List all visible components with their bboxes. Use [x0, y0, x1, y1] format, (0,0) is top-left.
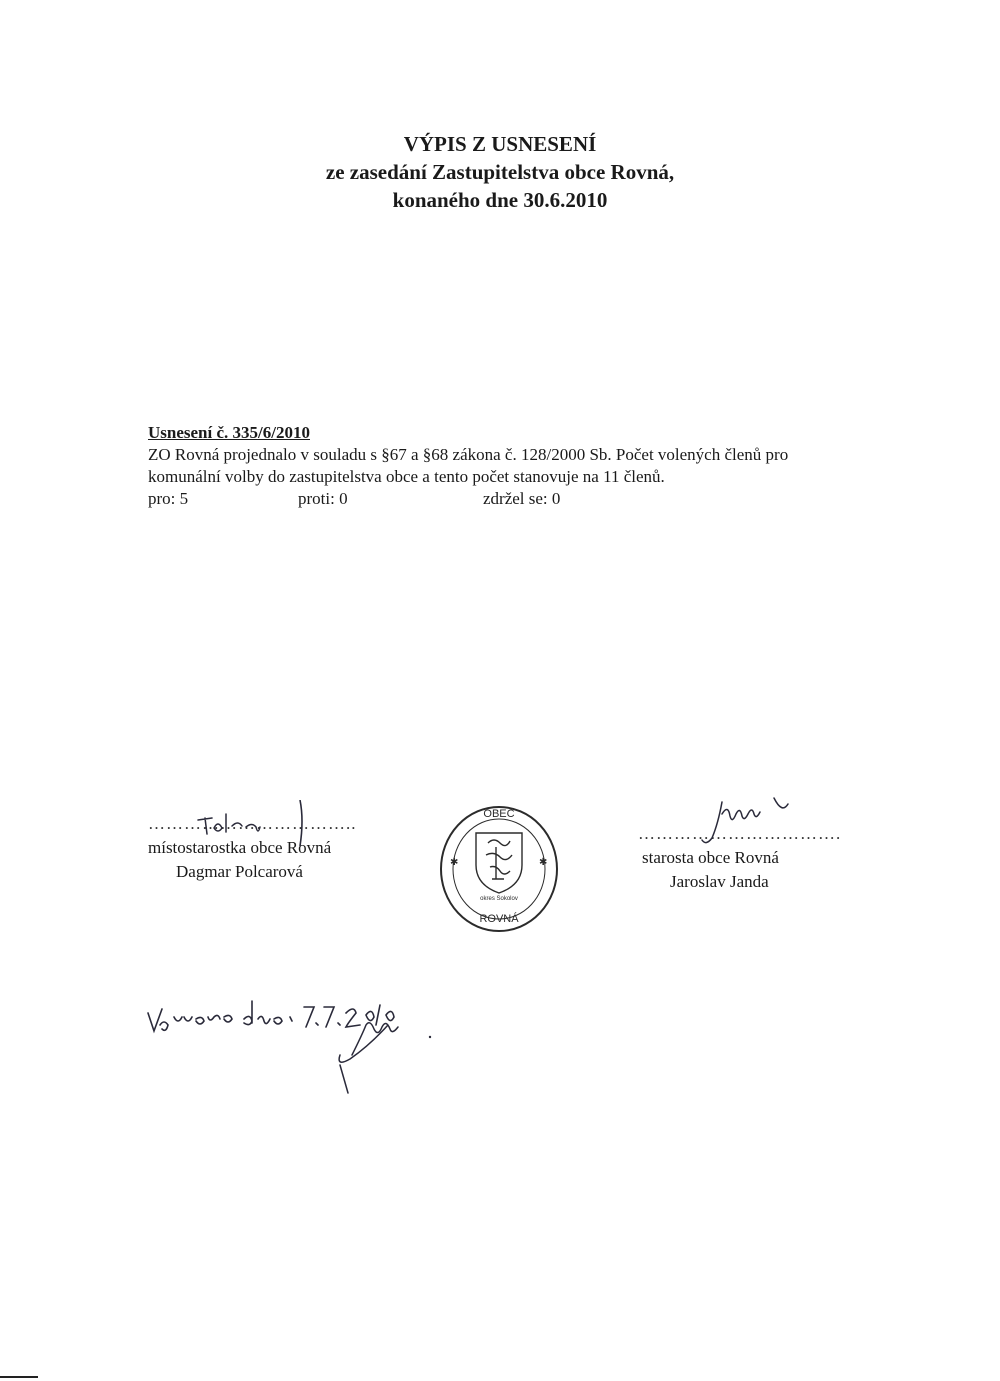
scan-edge-mark: [0, 1376, 38, 1378]
title-line-3: konaného dne 30.6.2010: [392, 188, 608, 212]
stamp-top-text: OBEC: [483, 808, 515, 820]
handwritten-posting-note: [140, 995, 460, 1105]
signature-mayor: [638, 822, 868, 894]
signature-role-left: místostarostka obce Rovná: [148, 838, 332, 857]
resolution-text-line-2: komunální volby do zastupitelstva obce a tento počet stanovuje na 11 členů.: [148, 467, 665, 486]
signature-scribble-left: [188, 800, 338, 850]
resolution-block: [148, 422, 908, 510]
vote-against: proti: 0: [298, 489, 348, 508]
signature-line-right: …………………………….: [638, 824, 842, 843]
signature-role-right: starosta obce Rovná: [642, 848, 779, 867]
signature-line-left: ……………………………..: [148, 814, 357, 833]
vote-abstain: zdržel se: 0: [483, 489, 561, 508]
stamp-star-right-icon: ✱: [539, 857, 548, 868]
resolution-heading: Usnesení č. 335/6/2010: [148, 423, 310, 442]
stamp-middle-text: okres Sokolov: [480, 896, 518, 902]
signature-deputy-mayor: [148, 812, 398, 884]
coat-of-arms-icon: [476, 833, 522, 893]
signature-scribble-right: [678, 794, 818, 854]
stamp-bottom-text: ROVNÁ: [479, 913, 519, 925]
signature-name-left: Dagmar Polcarová: [176, 862, 303, 881]
document-title: [0, 130, 1000, 214]
resolution-text-line-1: ZO Rovná projednalo v souladu s §67 a §68 zákona č. 128/2000 Sb. Počet volených členů pro: [148, 445, 789, 464]
vote-results: [148, 488, 908, 510]
signature-name-right: Jaroslav Janda: [670, 872, 769, 891]
title-line-1: VÝPIS Z USNESENÍ: [403, 132, 597, 156]
title-line-2: ze zasedání Zastupitelstva obce Rovná,: [325, 160, 675, 184]
municipal-stamp: [438, 803, 560, 933]
vote-for: pro: 5: [148, 489, 189, 508]
stamp-star-left-icon: ✱: [450, 857, 459, 868]
